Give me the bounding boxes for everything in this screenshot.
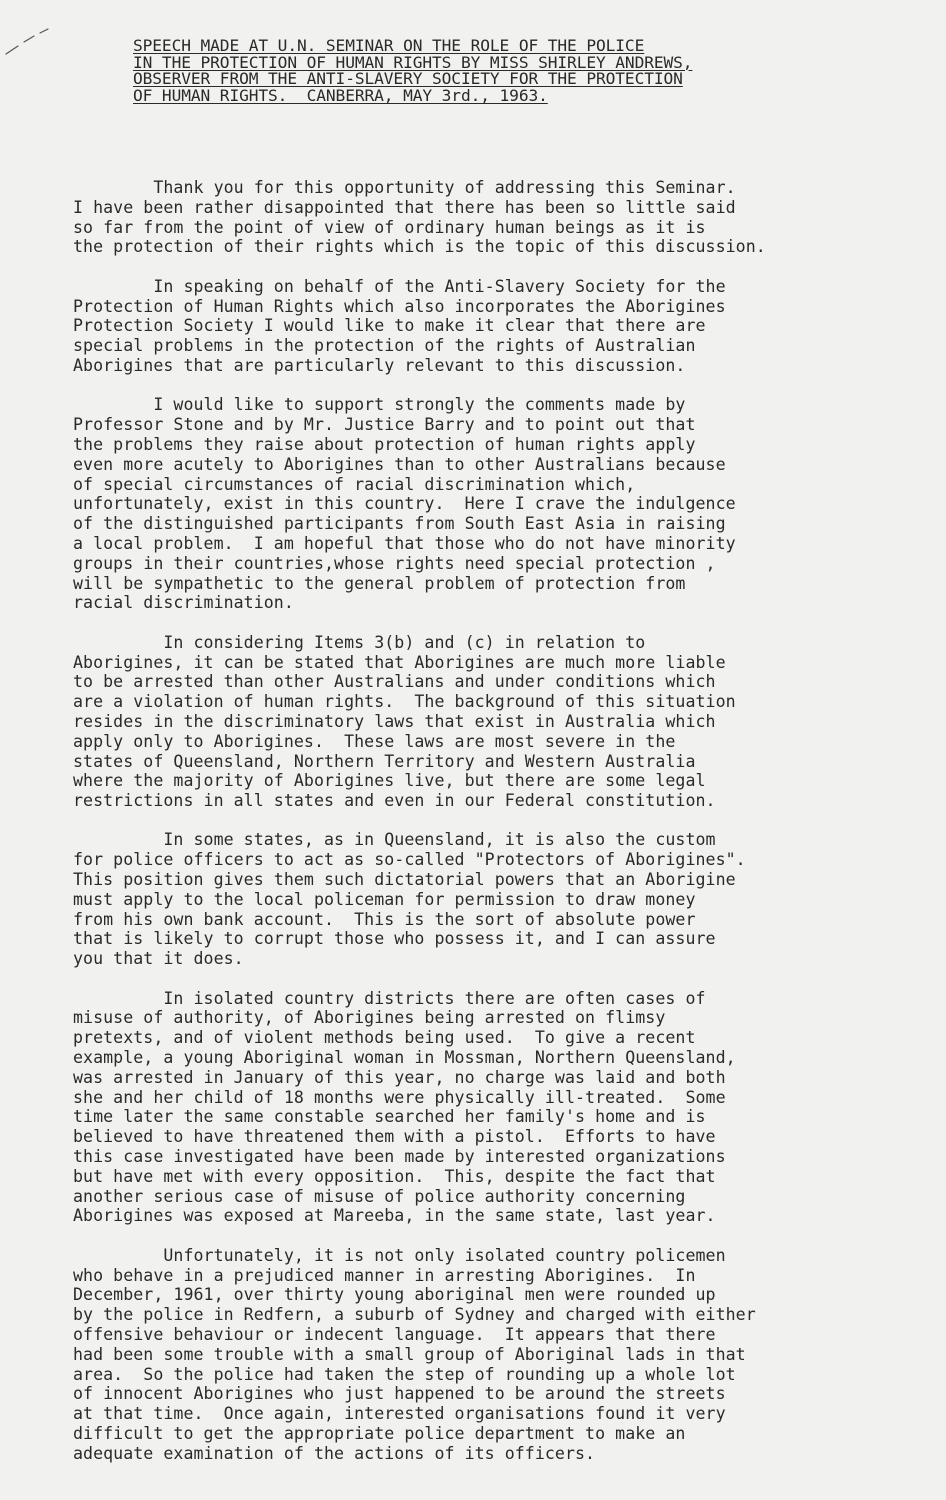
title-line: IN THE PROTECTION OF HUMAN RIGHTS BY MISS SHIRLEY ANDREWS,	[133, 52, 693, 72]
text-line: for police officers to act as so-called "Protectors of Aborigines".	[73, 850, 746, 870]
text-line: but have met with every opposition. This, despite the fact that	[73, 1166, 716, 1186]
paragraph	[73, 633, 933, 811]
text-line: area. So the police had taken the step of rounding up a whole lot	[73, 1364, 736, 1384]
text-line: Unfortunately, it is not only isolated country policemen	[73, 1245, 726, 1265]
text-line: In speaking on behalf of the Anti-Slavery Society for the	[73, 276, 726, 296]
paragraph	[73, 395, 933, 613]
text-line: resides in the discriminatory laws that exist in Australia which	[73, 711, 716, 731]
text-line: time later the same constable searched her family's home and is	[73, 1107, 706, 1127]
text-line: groups in their countries,whose rights need special protection ,	[73, 553, 716, 573]
text-line: racial discrimination.	[73, 593, 294, 613]
text-line: In considering Items 3(b) and (c) in relation to	[73, 632, 646, 652]
paragraph	[73, 277, 933, 376]
paragraph	[73, 830, 933, 969]
title-line: OF HUMAN RIGHTS. CANBERRA, MAY 3rd., 1963.	[133, 85, 548, 105]
text-line: so far from the point of view of ordinary human beings as it is	[73, 217, 706, 237]
text-line: pretexts, and of violent methods being used. To give a recent	[73, 1028, 696, 1048]
text-line: Protection of Human Rights which also incorporates the Aborigines	[73, 296, 726, 316]
text-line: adequate examination of the actions of its officers.	[73, 1443, 596, 1463]
paragraph	[73, 1246, 933, 1464]
text-line: a local problem. I am hopeful that those who do not have minority	[73, 533, 736, 553]
text-line: this case investigated have been made by interested organizations	[73, 1147, 726, 1167]
text-line: of special circumstances of racial discrimination which,	[73, 474, 636, 494]
text-line: must apply to the local policeman for permission to draw money	[73, 889, 696, 909]
text-line: Aborigines, it can be stated that Aborigines are much more liable	[73, 652, 726, 672]
pen-mark-icon	[4, 28, 50, 58]
text-line: Thank you for this opportunity of addressing this Seminar.	[73, 178, 736, 197]
text-line: another serious case of misuse of police authority concerning	[73, 1186, 686, 1206]
text-line: I have been rather disappointed that there has been so little said	[73, 197, 736, 217]
text-line: misuse of authority, of Aborigines being arrested on flimsy	[73, 1008, 666, 1028]
text-line: In isolated country districts there are often cases of	[73, 988, 706, 1008]
text-line: even more acutely to Aborigines than to other Australians because	[73, 454, 726, 474]
text-line: from his own bank account. This is the sort of absolute power	[73, 909, 696, 929]
text-line: unfortunately, exist in this country. Here I crave the indulgence	[73, 494, 736, 514]
text-line: she and her child of 18 months were physically ill-treated. Some	[73, 1087, 726, 1107]
text-line: are a violation of human rights. The background of this situation	[73, 692, 736, 712]
text-line: that is likely to corrupt those who possess it, and I can assure	[73, 929, 716, 949]
document-title	[133, 38, 833, 104]
text-line: will be sympathetic to the general problem of protection from	[73, 573, 686, 593]
text-line: the problems they raise about protection of human rights apply	[73, 434, 696, 454]
text-line: had been some trouble with a small group of Aboriginal lads in that	[73, 1344, 746, 1364]
text-line: special problems in the protection of the rights of Australian	[73, 336, 696, 356]
text-line: Protection Society I would like to make it clear that there are	[73, 316, 706, 336]
text-line: of the distinguished participants from South East Asia in raising	[73, 514, 726, 534]
speech-body	[73, 178, 933, 1483]
text-line: by the police in Redfern, a suburb of Sydney and charged with either	[73, 1305, 756, 1325]
paragraph	[73, 178, 933, 257]
text-line: In some states, as in Queensland, it is also the custom	[73, 830, 716, 850]
text-line: at that time. Once again, interested organisations found it very	[73, 1404, 726, 1424]
text-line: I would like to support strongly the comments made by	[73, 395, 686, 415]
text-line: was arrested in January of this year, no charge was laid and both	[73, 1067, 726, 1087]
text-line: restrictions in all states and even in our Federal constitution.	[73, 791, 716, 811]
paragraph	[73, 989, 933, 1227]
text-line: the protection of their rights which is the topic of this discussion.	[73, 237, 766, 257]
text-line: of innocent Aborigines who just happened to be around the streets	[73, 1384, 726, 1404]
text-line: Aborigines that are particularly relevant to this discussion.	[73, 355, 686, 375]
text-line: December, 1961, over thirty young aboriginal men were rounded up	[73, 1285, 716, 1305]
text-line: difficult to get the appropriate police department to make an	[73, 1423, 686, 1443]
text-line: to be arrested than other Australians and under conditions which	[73, 672, 716, 692]
text-line: offensive behaviour or indecent language. It appears that there	[73, 1325, 716, 1344]
text-line: who behave in a prejudiced manner in arresting Aborigines. In	[73, 1265, 696, 1285]
text-line: you that it does.	[73, 949, 244, 969]
text-line: where the majority of Aborigines live, but there are some legal	[73, 771, 706, 791]
text-line: Professor Stone and by Mr. Justice Barry and to point out that	[73, 415, 696, 435]
title-line: SPEECH MADE AT U.N. SEMINAR ON THE ROLE OF THE POLICE	[133, 36, 645, 55]
text-line: example, a young Aboriginal woman in Mossman, Northern Queensland,	[73, 1048, 736, 1068]
text-line: believed to have threatened them with a pistol. Efforts to have	[73, 1127, 716, 1147]
text-line: Aborigines was exposed at Mareeba, in the same state, last year.	[73, 1206, 716, 1226]
text-line: states of Queensland, Northern Territory and Western Australia	[73, 751, 696, 771]
text-line: This position gives them such dictatorial powers that an Aborigine	[73, 870, 736, 890]
title-line: OBSERVER FROM THE ANTI-SLAVERY SOCIETY FOR THE PROTECTION	[133, 69, 683, 89]
text-line: apply only to Aborigines. These laws are most severe in the	[73, 731, 676, 751]
